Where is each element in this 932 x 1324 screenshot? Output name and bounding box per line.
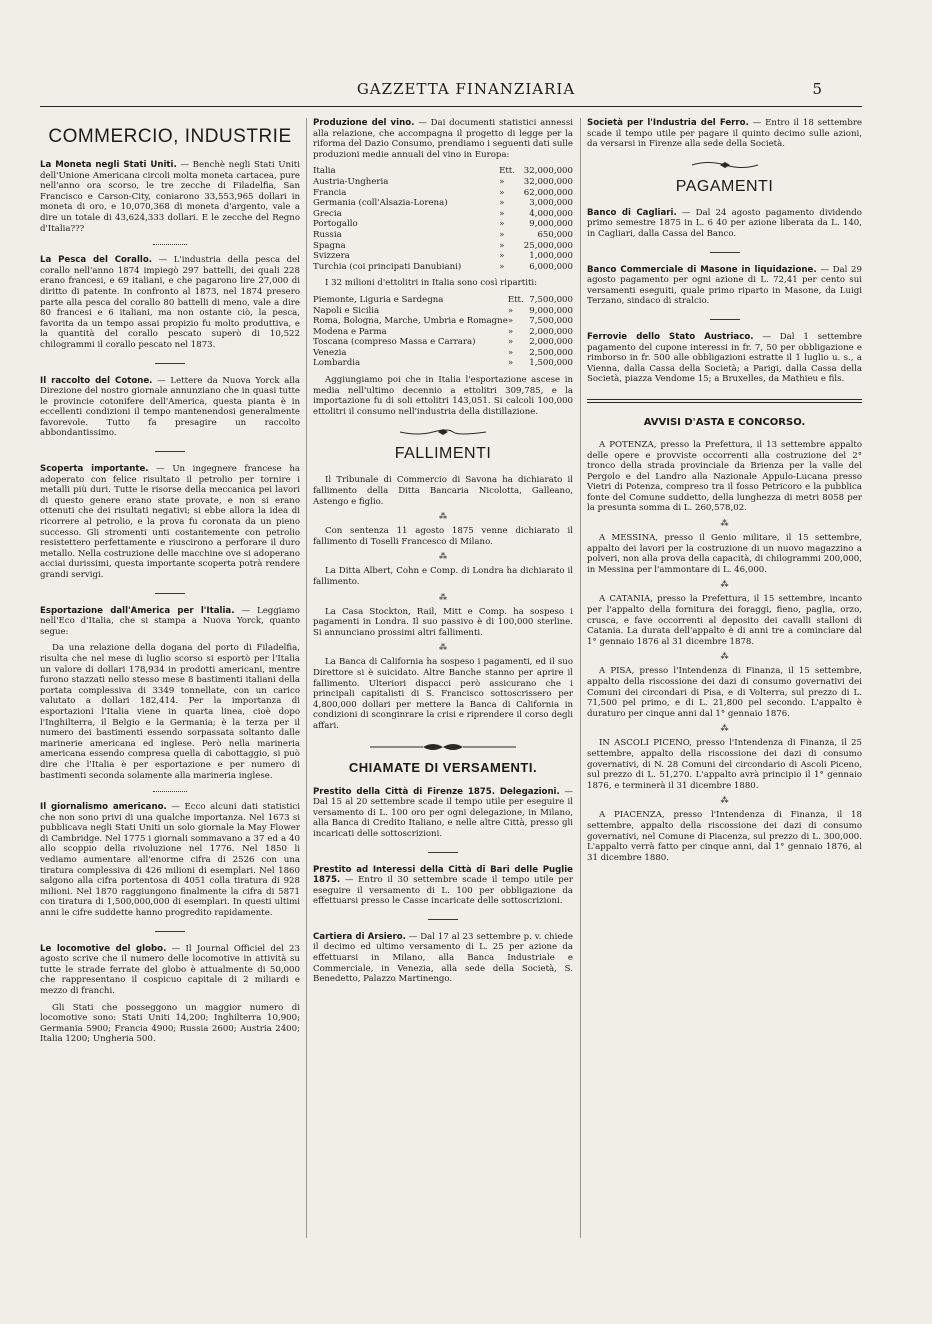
row-unit: » xyxy=(499,198,505,209)
row-unit: » xyxy=(507,337,514,348)
row-value: 32,000,000 xyxy=(523,176,573,187)
fallimento-item: La Banca di California ha sospeso i pagamenti, ed il suo Direttore si è suicidato. Altre Banche stanno per aprire il fallimento. Ulteriori dispacci però assicurano che i principali capitalisti di S. Francisco sottoscrissero per 4,800,000 dollari per mettere la Banca di California in condizioni di sconginrare la crisi e riprendere il corso degli affari. xyxy=(313,657,573,731)
article-text: — Lettere da Nuova Yorck alla Direzione del nostro giornale annunziano che in quasi tutte le provincie cotonifere dell'America, questa pianta è in eccellenti condizioni il tempo mantenendosi generalmente favorevole. Tutto fa presagire un raccolto abbondantissimo. xyxy=(40,375,300,439)
avviso-item: A PISA, presso l'Intendenza di Finanza, il 15 settembre, appalto della riscossione dei dazi di consumo governativi dei Comuni dei circondari di Pisa, e di Volterra, sul prezzo di L. 71,500 pel primo, e di L. 21,800 pel secondo. L'appalto è duraturo per cinque anni dal 1° gennaio 1876. xyxy=(587,666,862,719)
double-rule xyxy=(587,399,862,403)
separator xyxy=(155,931,185,932)
stars-icon: ⁂ xyxy=(439,592,447,602)
column-commercio xyxy=(40,118,300,1051)
row-value: 7,500,000 xyxy=(529,316,573,327)
article-text: — Il Journal Officiel del 23 agosto scrive che il numero delle locomotive in attività su tutte le strade ferrate del globo è attualmente di 50,000 che rappresentano il cospicuo capitale di 2 miliardi e mezzo di franchi. xyxy=(40,943,300,996)
article-lead: Società per l'Industria del Ferro. xyxy=(587,118,749,128)
row-unit: » xyxy=(507,347,514,358)
wine-italy-table xyxy=(313,295,573,369)
row-name: Portogallo xyxy=(313,219,358,230)
row-value: 2,000,000 xyxy=(529,326,573,337)
table-row xyxy=(313,262,573,273)
row-name: Svizzera xyxy=(313,251,350,262)
row-value: 650,000 xyxy=(537,229,573,240)
stars-icon: ⁂ xyxy=(720,724,729,734)
row-unit: » xyxy=(507,358,514,369)
row-name: Toscana (compreso Massa e Carrara) xyxy=(313,337,476,348)
table-row xyxy=(313,306,573,317)
stars-icon: ⁂ xyxy=(439,512,447,522)
row-unit: » xyxy=(499,208,505,219)
header-rule xyxy=(40,106,862,107)
article-text: — Entro il 30 settembre scade il tempo utile per eseguire il versamento di L. 100 per obbligazione da effettuarsi presso le Casse incaricate delle sottoscrizioni. xyxy=(313,875,573,907)
separator xyxy=(155,363,185,364)
article-lead: Esportazione dall'America per l'Italia. xyxy=(40,605,235,616)
avviso-item: A MESSINA, presso il Genio militare, il 15 settembre, appalto dei lavori per la costruzione di un nuovo magazzino a polveri, non alla prova della capacità, di chilogrammi 200,000, in Messina per l'ammontare di L. 46,000. xyxy=(587,533,862,575)
column-divider xyxy=(580,118,581,1238)
page-number: 5 xyxy=(812,80,822,98)
table-row xyxy=(313,337,573,348)
article-lead: Le locomotive del globo. xyxy=(40,943,167,954)
article-text: — Dal 24 agosto pagamento dividendo primo semestre 1875 in L. 6 40 per azione liberata da L. 140, in Cagliari, dalla Cassa del Banco. xyxy=(587,207,862,239)
row-name: Russia xyxy=(313,229,342,240)
row-value: 62,000,000 xyxy=(523,187,573,198)
table-row xyxy=(313,241,573,252)
separator xyxy=(710,252,740,253)
row-value: 9,000,000 xyxy=(529,305,573,316)
separator xyxy=(153,791,187,792)
section-title-avvisi: AVVISI D'ASTA E CONCORSO. xyxy=(643,416,806,428)
stars-icon: ⁂ xyxy=(720,796,729,806)
article-text: — Dal 1 settembre pagamento del cupone interessi in fr. 7, 50 per obbligazione e rimborso in fr. 500 alle obbligazioni estratte il 1 luglio u. s., a Vienna, dalla Cassa della Società; a Parigi, dalla Cassa della Società, piazza Vendome 15; a Bruxelles, da Mathieu e fils. xyxy=(587,331,862,385)
row-unit: Ett. xyxy=(499,166,515,177)
italy-intro: I 32 milioni d'ettolitri in Italia sono così ripartiti: xyxy=(325,278,538,289)
section-title-pagamenti: PAGAMENTI xyxy=(675,177,774,195)
separator xyxy=(428,852,458,853)
table-row xyxy=(313,230,573,241)
article-lead: Cartiera di Arsiero. xyxy=(313,931,406,942)
stars-icon: ⁂ xyxy=(720,519,729,529)
table-row xyxy=(313,177,573,188)
table-row xyxy=(313,198,573,209)
row-value: 4,000,000 xyxy=(529,208,573,219)
article-lead: Banco Commerciale di Masone in liquidazione. xyxy=(587,264,817,275)
article-esportazione xyxy=(40,606,300,638)
article-lead: Il raccolto del Cotone. xyxy=(40,375,153,386)
article-scoperta xyxy=(40,464,300,581)
article-text: — Un ingegnere francese ha adoperato con felice risultato il petrolio per tornire i metalli più duri. Tutte le risorse della meccanica pei lavori di questo genere erano state provate, e non si erano ottenuti che dei risultati negativi; si ebbe allora la idea di ricorrere al petrolio, e la prova fu coronata da un pieno successo. Gli stromenti unti costantemente con petrolio resistettero perfettamente e riuscirono a perforare il duro metallo. Nella costruzione delle macchine ove si adoperano acciai durissimi, questa importante scoperta potrà rendere grandi servigi. xyxy=(40,464,300,580)
ornament-divider xyxy=(587,156,862,168)
row-name: Roma, Bologna, Marche, Umbria e Romagne xyxy=(313,316,508,327)
row-unit: » xyxy=(499,176,505,187)
article-ferro xyxy=(587,118,862,150)
row-unit: » xyxy=(499,261,505,272)
stars-icon: ⁂ xyxy=(720,652,729,662)
row-value: 7,500,000 xyxy=(529,294,573,305)
ornament-divider xyxy=(313,738,573,750)
article-lead: Ferrovie dello Stato Austriaco. xyxy=(587,331,754,342)
wine-europe-table xyxy=(313,166,573,272)
chiamata-item xyxy=(313,865,573,907)
separator xyxy=(153,244,187,245)
pagamento-item xyxy=(587,332,862,385)
row-name: Turchia (coi principati Danubiani) xyxy=(313,261,462,272)
row-unit: » xyxy=(499,187,505,198)
article-locomotive xyxy=(40,944,300,997)
masthead-title: GAZZETTA FINANZIARIA xyxy=(356,80,576,98)
section-title-commercio: COMMERCIO, INDUSTRIE xyxy=(48,126,292,147)
chiamata-item xyxy=(313,787,573,840)
row-value: 1,500,000 xyxy=(529,358,573,369)
row-unit: » xyxy=(507,326,514,337)
row-unit: » xyxy=(499,229,505,240)
article-text: — Dal 17 al 23 settembre p. v. chiede il decimo ed ultimo versamento di L. 25 per azione da effettuarsi in Milano, alla Banca Industriale e Commerciale, in Venezia, alla sede della Società, S. Benedetto, Palazzo Martinengo. xyxy=(313,931,573,985)
table-row xyxy=(313,188,573,199)
row-unit: » xyxy=(499,219,505,230)
article-lead: Banco di Cagliari. xyxy=(587,207,677,218)
table-row xyxy=(313,358,573,369)
article-corallo xyxy=(40,255,300,350)
column-right xyxy=(587,118,862,869)
column-divider xyxy=(306,118,307,1238)
article-text: — Ecco alcuni dati statistici che non sono privi di una qualche importanza. Nel 1673 si pubblicava negli Stati Uniti un solo giornale la May Flower di Cambridge. Nel 1775 i giornali sommavano a 37 ed a 40 allo scoppio della rivoluzione nel 1776. Nel 1850 li vediamo aumentare all'enorme cifra di 2526 con una tiratura complessiva di 426 milioni di esemplari. Nel 1860 salgono alla cifra portentosa di 4051 colla tiratura di 928 milioni. Nel 1870 raggiungono finalmente la cifra di 5871 con tiratura di 1,500,000,000 di esemplari. In questi ultimi anni le cifre suddette hanno progredito rapidamente. xyxy=(40,802,300,919)
row-name: Spagna xyxy=(313,240,346,251)
article-giornalismo xyxy=(40,802,300,919)
row-value: 2,500,000 xyxy=(529,347,573,358)
article-lead: Produzione del vino. xyxy=(313,118,415,128)
row-unit: Ett. xyxy=(507,294,524,305)
fallimento-item: Il Tribunale di Commercio di Savona ha dichiarato il fallimento della Ditta Bancaria Nicolotta, Galleano, Astengo e figlio. xyxy=(313,475,573,507)
fallimento-item: La Ditta Albert, Cohn e Comp. di Londra ha dichiarato il fallimento. xyxy=(313,566,573,587)
table-row xyxy=(313,316,573,327)
row-name: Austria-Ungheria xyxy=(313,176,389,187)
article-vino xyxy=(313,118,573,160)
row-name: Venezia xyxy=(313,347,347,358)
row-unit: » xyxy=(507,316,514,327)
row-name: Napoli e Sicilia xyxy=(313,305,380,316)
ornament-divider xyxy=(313,423,573,435)
article-lead: Prestito della Città di Firenze 1875. Delegazioni. xyxy=(313,786,560,797)
separator xyxy=(155,451,185,452)
chiamata-item xyxy=(313,932,573,985)
wine-outro: Aggiungiamo poi che in Italia l'esportazione ascese in media nell'ultimo decennio a ettolitri 309,785, e la importazione fu di soli ettolitri 143,051. Si calcoli 100,000 ettolitri il consumo nell'industria della distillazione. xyxy=(313,375,573,417)
stars-icon: ⁂ xyxy=(439,643,447,653)
row-value: 9,000,000 xyxy=(529,219,573,230)
row-value: 6,000,000 xyxy=(529,261,573,272)
row-name: Grecia xyxy=(313,208,342,219)
row-name: Piemonte, Liguria e Sardegna xyxy=(313,294,444,305)
article-lead: La Pesca del Corallo. xyxy=(40,255,153,266)
row-value: 32,000,000 xyxy=(523,166,573,177)
table-row xyxy=(313,251,573,262)
row-value: 3,000,000 xyxy=(529,198,573,209)
article-lead: Prestito ad Interessi della Città di Bari delle Puglie 1875. xyxy=(313,864,573,886)
row-name: Modena e Parma xyxy=(313,326,387,337)
article-text: — Entro il 18 settembre scade il tempo utile per pagare il quinto decimo sulle azioni, da versarsi in Firenze alla sede della Società. xyxy=(587,118,863,150)
separator xyxy=(155,593,185,594)
fallimento-item: Con sentenza 11 agosto 1875 venne dichiarato il fallimento di Toselli Francesco di Milano. xyxy=(313,526,573,547)
avviso-item: IN ASCOLI PICENO, presso l'Intendenza di Finanza, il 25 settembre, appalto della riscossione dei dazi di consumo governativi, di N. 28 Comuni del circondario di Ascoli Piceno, sul prezzo di L. 51,270. L'appalto avrà principio il 1° gennaio 1876, e terminerà il 31 dicembre 1880. xyxy=(587,738,862,791)
row-value: 1,000,000 xyxy=(529,251,573,262)
pagamento-item xyxy=(587,208,862,240)
separator xyxy=(710,319,740,320)
fallimento-item: La Casa Stockton, Rail, Mitt e Comp. ha sospeso i pagamenti in Londra. Il suo passivo è di 100,000 sterline. Si annunciano prossimi altri fallimenti. xyxy=(313,606,573,638)
table-row xyxy=(313,166,573,177)
article-cotone xyxy=(40,376,300,440)
article-esportazione-body: Da una relazione della dogana del porto di Filadelfia, risulta che nel mese di luglio scorso si esportò per l'Italia un valore di dollari 178,934 in prodotti americani, mentre furono stazzati nello stesso mese 8 bastimenti italiani della portata complessiva di 3349 tonnellate, con un carico valutato a dollari 182,414. Per la importanza di esportazioni l'Italia viene in quarta linea, cioè dopo l'Inghilterra, il Belgio e la Germania; è la terza per il numero dei bastimenti essendo sorpassata soltanto dalle marinerie americana ed inglese. Però nella marineria americana essendo compresa quella di cabottaggio, si può dire che l'Italia è per esportazione e per numero di bastimenti seconda solamente alla marineria inglese. xyxy=(40,643,300,781)
table-row xyxy=(313,327,573,338)
article-text: — Dal 29 agosto pagamento per ogni azione di L. 72,41 per cento sui versamenti eseguiti, quale primo riparto in Masone, da Luigi Terzano, sindaco di stralcio. xyxy=(587,264,862,307)
stars-icon: ⁂ xyxy=(720,580,729,590)
article-locomotive-body: Gli Stati che posseggono un maggior numero di locomotive sono: Stati Uniti 14,200; Inghilterra 10,900; Germania 5900; Francia 4900; Russia 2600; Austria 2400; Italia 1200; Ungheria 500. xyxy=(40,1002,300,1045)
article-lead: Scoperta importante. xyxy=(40,464,149,475)
section-title-fallimenti: FALLIMENTI xyxy=(394,445,492,463)
article-text: — Benchè negli Stati Uniti dell'Unione Americana circoli molta moneta cartacea, pure nell'anno ora scorso, le tre zecche di Filadelfia, San Francisco e Carson-City, coniarono 33,553,965 dollari in moneta di oro, e 10,070,368 di moneta d'argento, vale a dire un totale di 43,624,333 dollari. E le zecche del Regno d'Italia??? xyxy=(40,160,300,234)
column-center xyxy=(313,118,573,991)
section-title-chiamate: CHIAMATE DI VERSAMENTI. xyxy=(348,759,538,775)
row-name: Lombardia xyxy=(313,358,361,369)
row-value: 2,000,000 xyxy=(529,337,573,348)
row-value: 25,000,000 xyxy=(523,240,573,251)
table-row xyxy=(313,219,573,230)
row-name: Italia xyxy=(313,166,336,177)
article-moneta xyxy=(40,160,300,234)
article-lead: Il giornalismo americano. xyxy=(40,802,167,813)
row-unit: » xyxy=(499,240,505,251)
avviso-item: A CATANIA, presso la Prefettura, il 15 settembre, incanto per l'appalto della fornitura dei foraggi, fieno, paglia, orzo, crusca, e fave occorrenti al deposito dei cavalli stalloni di Catania. La durata dell'appalto è di anni tre a cominciare dal 1° gennaio 1876 al 31 dicembre 1878. xyxy=(587,594,862,647)
avviso-item: A POTENZA, presso la Prefettura, il 13 settembre appalto delle opere e provviste occorrenti alla costruzione del 2° tronco della strada provinciale da Brienza per la valle del Pergolo e del Landro alla Nazionale Appulo-Lucana presso Vietri di Potenza, compreso tra il fosso Petricoro e la pubblica fonte del Comune suddetto, della lunghezza di metri 8058 per la presunta somma di L. 260,578,02. xyxy=(587,439,862,514)
pagamento-item xyxy=(587,265,862,307)
article-text: — L'industria della pesca del corallo nell'anno 1874 impiegò 297 battelli, dei quali 228 erano francesi, e 69 italiani, e che pagarono lire 27,000 di diritto di patente. In confronto al 1873, nel 1874 presero parte alla pesca del corallo 80 battelli di meno, vale a dire 80 francesi e 6 italiani, ma non ostante ciò, la pesca, favorita da un tempo assai propizio fu molto produttiva, e la quantità del corallo pescato superò di 10,522 chilogrammi il corallo pescato nel 1873. xyxy=(40,255,300,350)
article-lead: La Moneta negli Stati Uniti. xyxy=(40,160,177,170)
row-unit: » xyxy=(499,251,505,262)
table-row xyxy=(313,209,573,220)
row-name: Francia xyxy=(313,187,347,198)
table-row xyxy=(313,295,573,306)
article-text: — Dai documenti statistici annessi alla relazione, che accompagna il progetto di legge per la riforma del Dazio Consumo, prendiamo i seguenti dati sulle produzioni medie annuali del vino in Europa: xyxy=(313,118,573,160)
stars-icon: ⁂ xyxy=(439,552,447,562)
article-text: — Leggiamo nell'Eco d'Italia, che si stampa a Nuova Yorck, quanto segue: xyxy=(40,605,300,637)
row-name: Germania (coll'Alsazia-Lorena) xyxy=(313,198,448,209)
article-text: — Dal 15 al 20 settembre scade il tempo utile per eseguire il versamento di L. 100 oro per ogni delegazione, in Milano, alla Banca di Credito Italiano, e nelle altre Città, presso gli incaricati delle sottoscrizioni. xyxy=(313,786,573,839)
avviso-item: A PIACENZA, presso l'Intendenza di Finanza, il 18 settembre, appalto della riscossione dei dazi di consumo governativi, nel Comune di Piacenza, sul prezzo di L. 300,000. L'appalto verrà fatto per cinque anni, dal 1° gennaio 1876, al 31 dicembre 1880. xyxy=(587,810,862,863)
row-unit: » xyxy=(507,305,514,316)
separator xyxy=(428,919,458,920)
table-row xyxy=(313,348,573,359)
